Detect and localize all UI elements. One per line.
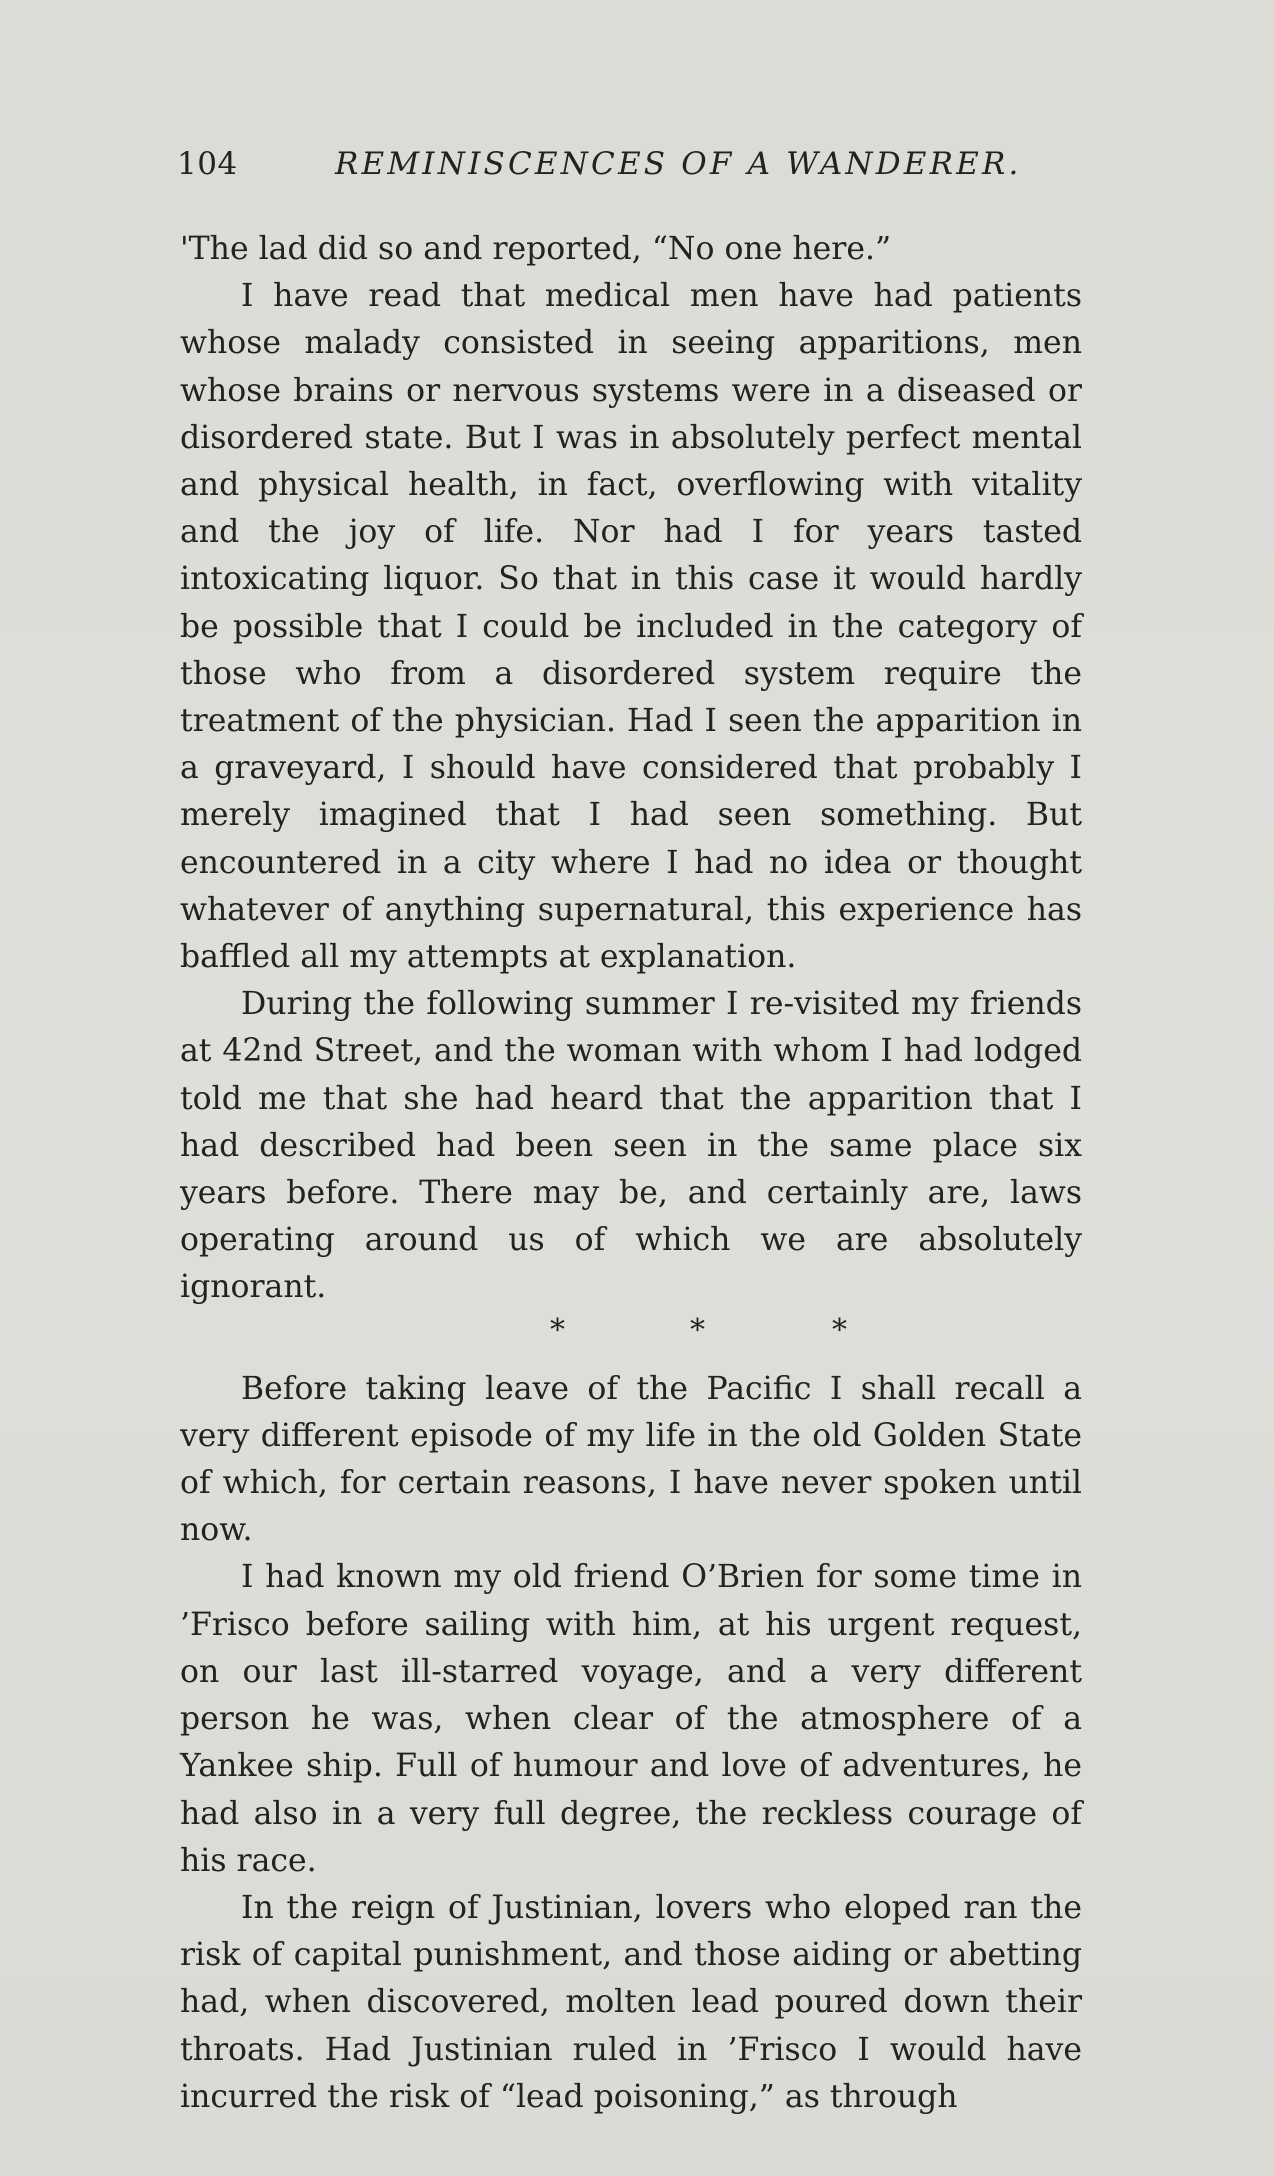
page-number: 104 bbox=[177, 146, 238, 182]
running-title: REMINISCENCES OF A WANDERER. bbox=[335, 146, 1022, 182]
page-header bbox=[177, 146, 1080, 196]
paragraph-5: I had known my old friend O’Brien for some time in ’Frisco before sailing with him, at his urgent request, on our last ill-starred voyage, and a very different person he was, when clear of the atmosphere of a Yankee ship. Full of humour and love of adventures, he had also in a very full degree, the reckless courage of his race. bbox=[180, 1559, 1082, 1879]
section-separator bbox=[180, 1312, 1082, 1366]
separator-star: * bbox=[550, 1312, 565, 1348]
paragraph-3: During the following summer I re-visited my friends at 42nd Street, and the woman with whom I had lodged told me that she had heard that the apparition that I had described had been seen in the same place six years before. There may be, and certainly are, laws operating around us of which we are absolutely ignorant. bbox=[180, 986, 1082, 1306]
separator-star: * bbox=[832, 1312, 847, 1348]
separator-star: * bbox=[690, 1312, 705, 1348]
paragraph-6: In the reign of Justinian, lovers who eloped ran the risk of capital punishment, and those aiding or abetting had, when discovered, molten lead poured down their throats. Had Justinian ruled in ’Frisco I would have incurred the risk of “lead poisoning,” as through bbox=[180, 1889, 1082, 2115]
body-text bbox=[180, 226, 1082, 2121]
paragraph-1: 'The lad did so and reported, “No one here.” bbox=[180, 231, 892, 267]
paragraph-4: Before taking leave of the Pacific I shall recall a very different episode of my life in the old Golden State of which, for certain reasons, I have never spoken until now. bbox=[180, 1370, 1082, 1549]
paragraph-2: I have read that medical men have had patients whose malady consisted in seeing apparitions, men whose brains or nervous systems were in a diseased or disordered state. But I was in absolutely perfect mental and physical health, in fact, overflowing with vitality and the joy of life. Nor had I for years tasted intoxicating liquor. So that in this case it would hardly be possible that I could be included in the category of those who from a disordered system require the treatment of the physician. Had I seen the apparition in a graveyard, I should have considered that probably I merely imagined that I had seen something. But encountered in a city where I had no idea or thought whatever of anything supernatural, this experience has baffled all my attempts at explanation. bbox=[180, 278, 1082, 976]
